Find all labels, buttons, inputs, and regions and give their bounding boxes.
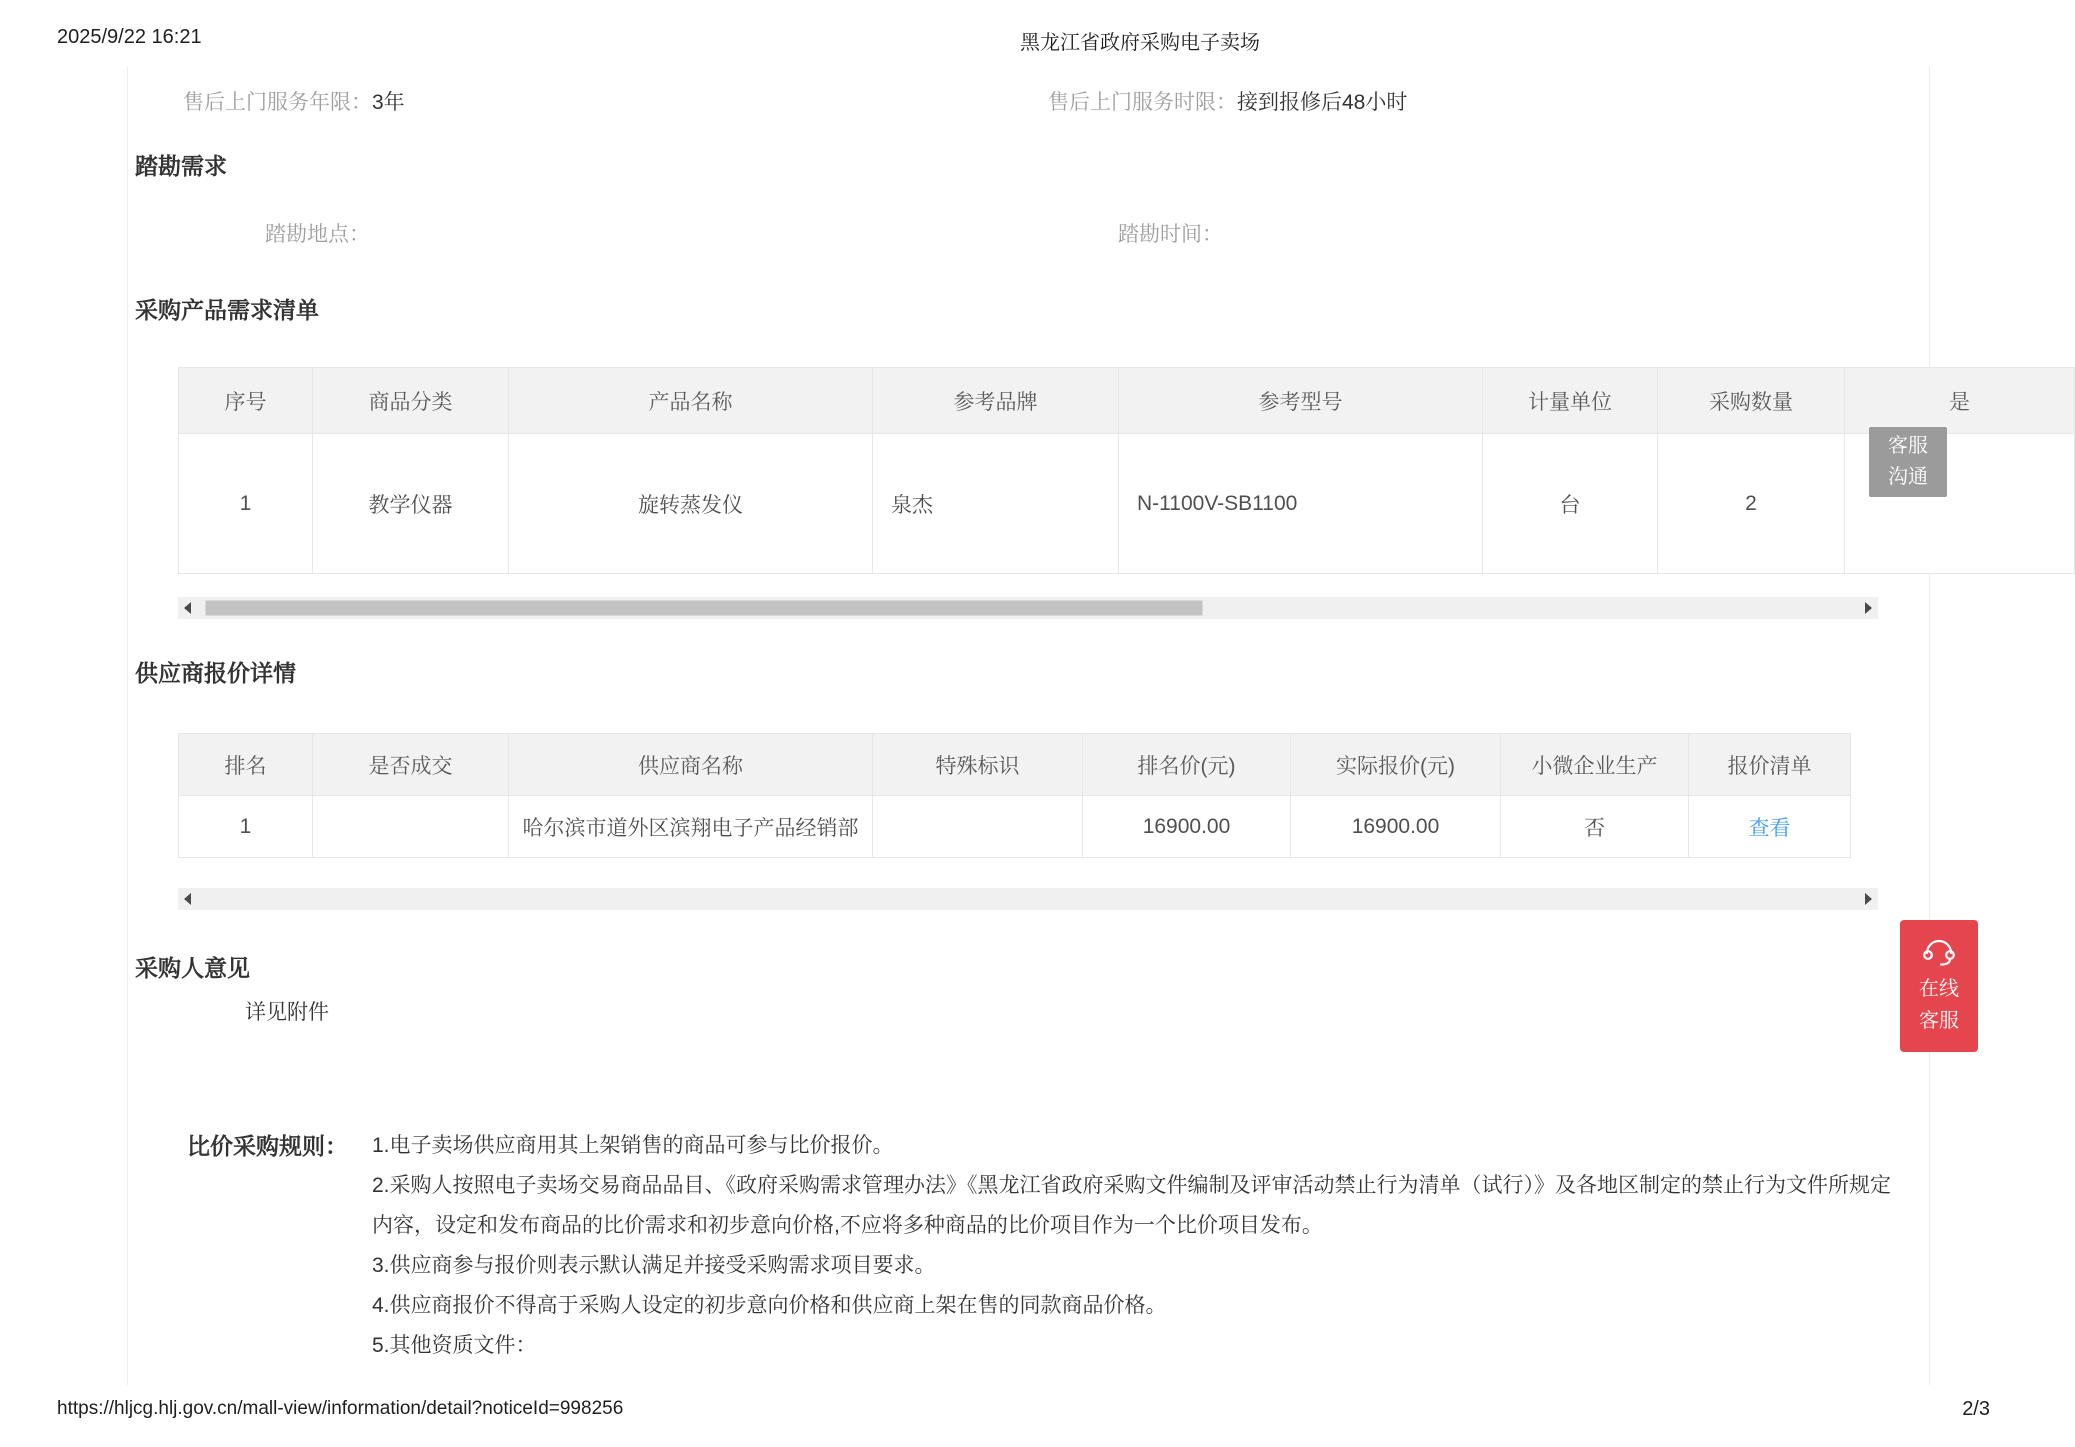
scroll-right-arrow-icon[interactable]: [1865, 893, 1872, 905]
field-label: 售后上门服务年限：: [183, 91, 372, 114]
field-label: 踏勘时间：: [1118, 223, 1223, 246]
quote-table-header-row: [179, 734, 1851, 796]
rules-label: 比价采购规则：: [187, 1133, 348, 1159]
cell-product-name: 旋转蒸发仪: [509, 434, 873, 574]
cell-supplier: 哈尔滨市道外区滨翔电子产品经销部: [509, 796, 873, 858]
footer-url: https://hljcg.hlj.gov.cn/mall-view/information/detail?noticeId=998256: [57, 1398, 624, 1419]
section-heading-survey: 踏勘需求: [135, 153, 227, 179]
rules-text: [372, 1126, 1904, 1366]
product-table-scrollbar[interactable]: [178, 597, 1878, 619]
cell-actual-price: 16900.00: [1291, 796, 1501, 858]
rule-item: 2.采购人按照电子卖场交易商品品目、《政府采购需求管理办法》《黑龙江省政府采购文件编制及评审活动禁止行为清单（试行）》及各地区制定的禁止行为文件所规定内容，设定和发布商品的比价需求和初步意向价格,不应将多种商品的比价项目作为一个比价项目发布。: [372, 1174, 1892, 1237]
button-label-line: 沟通: [1888, 466, 1928, 488]
cell-unit: 台: [1483, 434, 1658, 574]
site-title: 黑龙江省政府采购电子卖场: [1020, 32, 1260, 54]
field-after-sales-time: [1048, 86, 1407, 116]
product-table-header-row: [179, 368, 2075, 434]
button-label-line: 客服: [1919, 1009, 1959, 1032]
col-header-rank-price: 排名价(元): [1083, 734, 1291, 796]
product-table: [178, 367, 2075, 574]
col-header-supplier: 供应商名称: [509, 734, 873, 796]
cell-rank-price: 16900.00: [1083, 796, 1291, 858]
field-label: 售后上门服务时限：: [1048, 91, 1237, 114]
view-quote-link[interactable]: 查看: [1748, 816, 1791, 840]
col-header-unit: 计量单位: [1483, 368, 1658, 434]
field-after-sales-years: [183, 86, 405, 116]
scroll-left-arrow-icon[interactable]: [184, 893, 191, 905]
section-heading-product-list: 采购产品需求清单: [135, 297, 319, 323]
col-header-deal: 是否成交: [313, 734, 509, 796]
rule-item: 1.电子卖场供应商用其上架销售的商品可参与比价报价。: [372, 1134, 894, 1157]
cell-special-mark: [873, 796, 1083, 858]
content-left-border: [127, 67, 128, 1385]
page-number: 2/3: [1962, 1398, 1990, 1420]
button-label-line: 在线: [1919, 977, 1959, 1000]
col-header-ref-brand: 参考品牌: [873, 368, 1119, 434]
col-header-clipped: 是: [1845, 368, 2075, 434]
col-header-special-mark: 特殊标识: [873, 734, 1083, 796]
col-header-ref-model: 参考型号: [1119, 368, 1483, 434]
scroll-right-arrow-icon[interactable]: [1865, 602, 1872, 614]
cell-quote-list: [1689, 796, 1851, 858]
col-header-rank: 排名: [179, 734, 313, 796]
cell-ref-model: N-1100V-SB1100: [1119, 434, 1483, 574]
button-label-line: 客服: [1888, 435, 1928, 457]
field-value: 接到报修后48小时: [1237, 91, 1408, 114]
col-header-product-name: 产品名称: [509, 368, 873, 434]
quote-table-scrollbar[interactable]: [178, 888, 1878, 910]
col-header-seq: 序号: [179, 368, 313, 434]
field-survey-location: [265, 218, 370, 248]
field-survey-time: [1118, 218, 1223, 248]
col-header-category: 商品分类: [313, 368, 509, 434]
print-timestamp: 2025/9/22 16:21: [57, 26, 202, 48]
col-header-small-enterprise: 小微企业生产: [1501, 734, 1689, 796]
rule-item: 4.供应商报价不得高于采购人设定的初步意向价格和供应商上架在售的同款商品价格。: [372, 1294, 1167, 1317]
section-heading-quote-detail: 供应商报价详情: [135, 660, 296, 686]
customer-service-chat-button[interactable]: [1869, 427, 1947, 497]
rule-item: 3.供应商参与报价则表示默认满足并接受采购需求项目要求。: [372, 1254, 936, 1277]
field-label: 踏勘地点：: [265, 223, 370, 246]
product-table-row: [179, 434, 2075, 574]
scroll-left-arrow-icon[interactable]: [184, 602, 191, 614]
cell-seq: 1: [179, 434, 313, 574]
online-customer-service-button[interactable]: [1900, 920, 1978, 1052]
cell-small-enterprise: 否: [1501, 796, 1689, 858]
rule-item: 5.其他资质文件：: [372, 1334, 537, 1357]
cell-ref-brand: 泉杰: [873, 434, 1119, 574]
buyer-opinion-value: 详见附件: [245, 1001, 329, 1024]
col-header-actual-price: 实际报价(元): [1291, 734, 1501, 796]
cell-quantity: 2: [1658, 434, 1845, 574]
cell-deal: [313, 796, 509, 858]
content-right-border: [1929, 67, 1930, 1385]
section-heading-buyer-opinion: 采购人意见: [135, 955, 250, 981]
field-value: 3年: [372, 91, 405, 114]
cell-rank: 1: [179, 796, 313, 858]
headset-icon: [1921, 936, 1957, 967]
col-header-quantity: 采购数量: [1658, 368, 1845, 434]
quote-table-viewport: [178, 733, 1850, 858]
quote-table-row: [179, 796, 1851, 858]
col-header-quote-list: 报价清单: [1689, 734, 1851, 796]
scrollbar-thumb[interactable]: [205, 600, 1203, 616]
cell-category: 教学仪器: [313, 434, 509, 574]
quote-table: [178, 733, 1851, 858]
